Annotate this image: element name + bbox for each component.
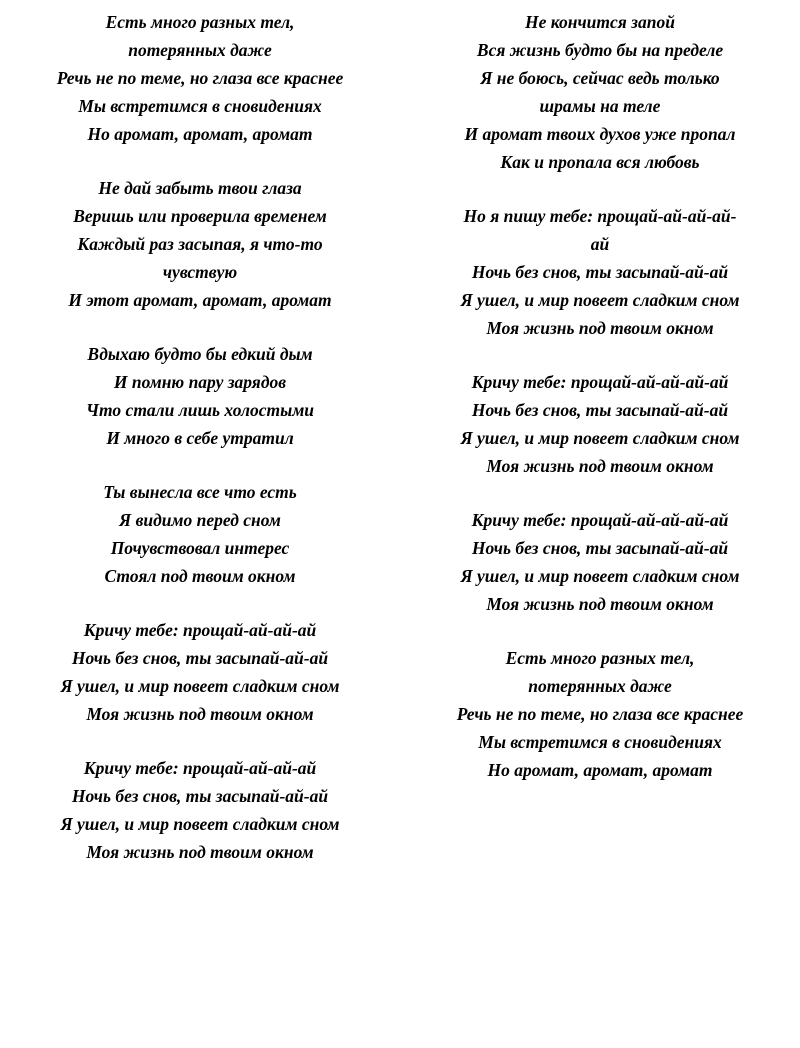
lyric-line: И этот аромат, аромат, аромат: [68, 290, 332, 310]
lyric-line: Я не боюсь, сейчас ведь только: [480, 68, 720, 88]
lyric-line: Кричу тебе: прощай-ай-ай-ай: [83, 758, 317, 778]
lyric-line: шрамы на теле: [539, 96, 661, 116]
lyric-line: Но аромат, аромат, аромат: [87, 124, 313, 144]
lyric-line: чувствую: [162, 262, 238, 282]
lyric-line: Я ушел, и мир повеет сладким сном: [460, 566, 740, 586]
lyric-line: Но я пишу тебе: прощай-ай-ай-ай-: [463, 206, 737, 226]
lyric-line: Мы встретимся в сновидениях: [78, 96, 322, 116]
lyric-line: Ночь без снов, ты засыпай-ай-ай: [71, 648, 329, 668]
lyric-line: Почувствовал интерес: [110, 538, 290, 558]
lyric-line: Речь не по теме, но глаза все краснее: [56, 68, 344, 88]
lyric-stanza: [408, 644, 792, 784]
lyric-line: Кричу тебе: прощай-ай-ай-ай-ай: [471, 372, 729, 392]
lyric-stanza: [8, 8, 392, 148]
lyric-stanza: [408, 202, 792, 342]
lyric-line: Стоял под твоим окном: [104, 566, 296, 586]
lyric-line: Вдыхаю будто бы едкий дым: [87, 344, 313, 364]
lyric-line: Мы встретимся в сновидениях: [478, 732, 722, 752]
lyric-line: Моя жизнь под твоим окном: [86, 842, 314, 862]
lyric-stanza: [408, 368, 792, 480]
lyric-stanza: [8, 174, 392, 314]
lyric-line: Есть много разных тел,: [505, 648, 695, 668]
lyric-line: Я ушел, и мир повеет сладким сном: [460, 428, 740, 448]
lyric-line: Кричу тебе: прощай-ай-ай-ай-ай: [471, 510, 729, 530]
lyric-line: Моя жизнь под твоим окном: [486, 456, 714, 476]
lyric-stanza: [8, 754, 392, 866]
lyric-line: И помню пару зарядов: [113, 372, 287, 392]
right-column: [400, 8, 800, 784]
lyric-line: Моя жизнь под твоим окном: [86, 704, 314, 724]
lyric-line: Я ушел, и мир повеет сладким сном: [460, 290, 740, 310]
lyric-line: Ночь без снов, ты засыпай-ай-ай: [471, 400, 729, 420]
lyric-line: Как и пропала вся любовь: [500, 152, 700, 172]
lyric-line: Не дай забыть твои глаза: [98, 178, 302, 198]
lyric-line: Я ушел, и мир повеет сладким сном: [60, 814, 340, 834]
lyric-line: И аромат твоих духов уже пропал: [464, 124, 736, 144]
lyric-stanza: [8, 340, 392, 452]
lyric-line: Есть много разных тел,: [105, 12, 295, 32]
lyric-line: Кричу тебе: прощай-ай-ай-ай: [83, 620, 317, 640]
lyric-line: Речь не по теме, но глаза все краснее: [456, 704, 744, 724]
lyric-stanza: [408, 506, 792, 618]
left-column: [0, 8, 400, 866]
lyric-line: Не кончится запой: [525, 12, 675, 32]
lyric-line: Веришь или проверила временем: [73, 206, 327, 226]
lyric-line: Каждый раз засыпая, я что-то: [77, 234, 323, 254]
lyric-line: Что стали лишь холостыми: [85, 400, 315, 420]
lyric-stanza: [8, 478, 392, 590]
lyric-line: Ночь без снов, ты засыпай-ай-ай: [471, 262, 729, 282]
lyric-stanza: [8, 616, 392, 728]
lyric-line: Я ушел, и мир повеет сладким сном: [60, 676, 340, 696]
lyric-line: потерянных даже: [128, 40, 272, 60]
lyric-line: Ты вынесла все что есть: [103, 482, 297, 502]
lyric-line: ай: [590, 234, 610, 254]
lyric-stanza: [408, 8, 792, 176]
lyric-line: Моя жизнь под твоим окном: [486, 594, 714, 614]
lyric-line: Ночь без снов, ты засыпай-ай-ай: [71, 786, 329, 806]
lyric-line: Моя жизнь под твоим окном: [486, 318, 714, 338]
lyric-line: И много в себе утратил: [106, 428, 294, 448]
lyric-line: Вся жизнь будто бы на пределе: [476, 40, 724, 60]
lyric-line: Ночь без снов, ты засыпай-ай-ай: [471, 538, 729, 558]
lyric-line: потерянных даже: [528, 676, 672, 696]
lyric-line: Но аромат, аромат, аромат: [487, 760, 713, 780]
lyric-line: Я видимо перед сном: [119, 510, 281, 530]
